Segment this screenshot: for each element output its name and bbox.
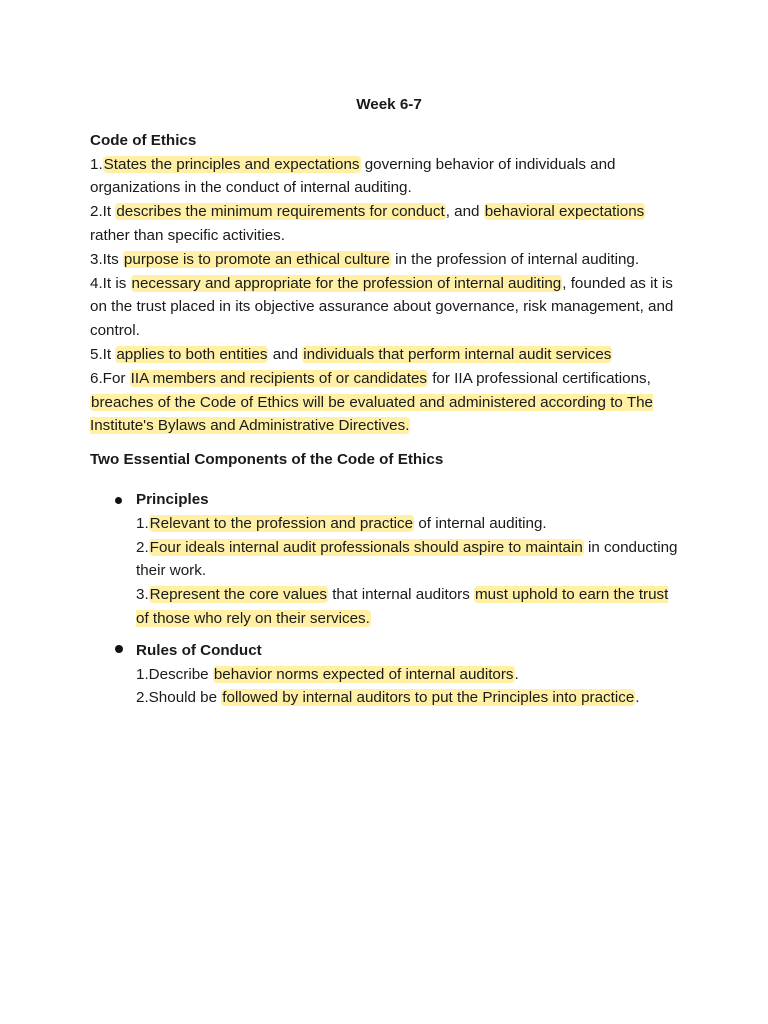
item-text: 2. xyxy=(136,538,149,556)
highlighted-text: Relevant to the profession and practice xyxy=(149,514,414,532)
page-title: Week 6-7 xyxy=(356,96,422,113)
item-text: 3.Its xyxy=(90,250,123,268)
item-text: that internal auditors xyxy=(327,586,475,604)
ethics-item-6 xyxy=(90,367,680,438)
item-text: for IIA professional certifications, xyxy=(427,369,651,387)
item-text: 5.It xyxy=(90,345,116,363)
section-heading-code-of-ethics: Code of Ethics xyxy=(90,131,197,149)
highlighted-text: States the principles and expectations xyxy=(103,155,360,173)
item-text: , and xyxy=(445,203,484,221)
item-text: 1.Describe xyxy=(136,665,213,683)
bullet-icon xyxy=(115,645,123,653)
rules-section xyxy=(90,639,680,710)
highlighted-text: necessary and appropriate for the profession of internal auditing xyxy=(131,274,562,292)
principles-item-2 xyxy=(136,536,680,584)
item-text: in the profession of internal auditing. xyxy=(390,250,640,268)
ethics-item-5 xyxy=(90,343,680,367)
item-text: governing behavior of individuals and organizations in the conduct of internal auditing. xyxy=(90,155,616,197)
highlighted-text: Four ideals internal audit professionals should aspire to maintain xyxy=(149,538,583,556)
highlighted-text: breaches of the Code of Ethics will be evaluated and administered according to The Institute's Bylaws and Administrative Directives. xyxy=(90,393,653,435)
item-text: 3. xyxy=(136,586,149,604)
item-text: 6.For xyxy=(90,369,130,387)
highlighted-text: describes the minimum requirements for conduct xyxy=(116,203,445,221)
ethics-item-3 xyxy=(90,248,680,272)
item-text: , founded as it is on the trust placed in its objective assurance about governance, risk management, and control. xyxy=(90,274,674,340)
item-text: 1. xyxy=(90,155,103,173)
highlighted-text: applies to both entities xyxy=(116,345,268,363)
highlighted-text: followed by internal auditors to put the Principles into practice xyxy=(222,689,635,707)
highlighted-text: purpose is to promote an ethical culture xyxy=(123,250,390,268)
rules-item-1 xyxy=(136,663,680,687)
item-text: 4.It is xyxy=(90,274,131,292)
rules-title: Rules of Conduct xyxy=(136,641,262,659)
principles-item-1 xyxy=(136,512,680,536)
document-content xyxy=(90,93,680,710)
item-text: in conducting their work. xyxy=(136,538,678,580)
item-text: . xyxy=(514,665,519,683)
item-text: . xyxy=(635,689,640,707)
ethics-item-4 xyxy=(90,272,680,343)
rules-item-2 xyxy=(136,686,680,710)
highlighted-text: must uphold to earn the trust of those who rely on their services. xyxy=(136,586,669,627)
ethics-item-1 xyxy=(90,153,680,201)
item-text: and xyxy=(268,345,303,363)
item-text: rather than specific activities. xyxy=(90,226,285,244)
ethics-item-2 xyxy=(90,200,680,248)
item-text: 2.It xyxy=(90,203,116,221)
item-text: of internal auditing. xyxy=(414,514,547,532)
item-text: 1. xyxy=(136,514,149,532)
highlighted-text: behavior norms expected of internal auditors xyxy=(213,665,514,683)
highlighted-text: individuals that perform internal audit services xyxy=(303,345,612,363)
principles-item-3 xyxy=(136,583,680,631)
bullet-icon xyxy=(115,497,122,504)
item-text: 2.Should be xyxy=(136,689,222,707)
highlighted-text: behavioral expectations xyxy=(484,203,645,221)
highlighted-text: Represent the core values xyxy=(149,586,327,604)
highlighted-text: IIA members and recipients of or candidates xyxy=(130,369,427,387)
section-heading-components: Two Essential Components of the Code of Ethics xyxy=(90,451,444,469)
principles-title: Principles xyxy=(136,490,209,508)
principles-section xyxy=(90,488,680,631)
